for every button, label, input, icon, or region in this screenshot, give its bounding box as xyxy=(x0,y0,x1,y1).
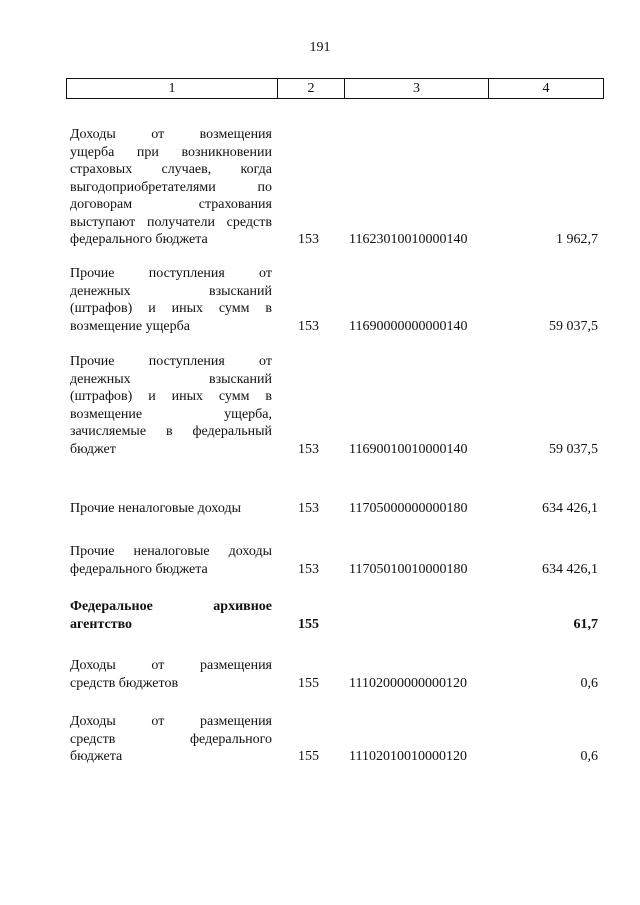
row-description xyxy=(70,598,272,633)
row-amount: 634 426,1 xyxy=(542,501,598,516)
row-chapter: 155 xyxy=(298,675,319,691)
description-line: Федеральное архивное xyxy=(70,599,272,614)
description-line: денежных взысканий xyxy=(70,283,272,299)
row-chapter: 153 xyxy=(298,318,319,334)
row-code: 11705000000000180 xyxy=(349,501,468,516)
description-line: Доходы от размещения xyxy=(70,714,272,729)
row-chapter: 155 xyxy=(298,616,319,632)
description-line: федерального бюджета xyxy=(70,561,208,577)
description-line: средств федерального xyxy=(70,731,272,747)
description-line: Доходы от возмещения xyxy=(70,127,272,142)
header-col-4: 4 xyxy=(542,81,550,96)
row-code: 11102010010000120 xyxy=(349,749,467,764)
row-description xyxy=(70,265,272,335)
row-chapter: 153 xyxy=(298,441,319,457)
row-description xyxy=(70,713,272,766)
description-line: выступают получатели средств xyxy=(70,214,272,230)
row-amount: 0,6 xyxy=(580,675,598,691)
row-chapter: 155 xyxy=(298,749,319,764)
row-description xyxy=(70,353,272,458)
row-code: 11102000000000120 xyxy=(349,675,467,691)
row-chapter: 153 xyxy=(298,561,319,577)
description-line: возмещение ущерба xyxy=(70,318,190,334)
description-line: федерального бюджета xyxy=(70,232,208,247)
row-amount: 634 426,1 xyxy=(542,561,598,577)
row-description xyxy=(70,543,272,578)
row-chapter: 153 xyxy=(298,501,319,516)
row-amount: 59 037,5 xyxy=(549,441,598,457)
description-line: выгодоприобретателями по xyxy=(70,179,272,195)
row-chapter: 153 xyxy=(298,232,319,247)
description-line: договорам страхования xyxy=(70,197,272,212)
header-col-2: 2 xyxy=(278,79,345,98)
row-code: 11705010010000180 xyxy=(349,561,468,577)
row-code: 11690010010000140 xyxy=(349,441,468,457)
header-col-3: 3 xyxy=(345,79,489,98)
header-col-1: 1 xyxy=(67,79,278,98)
description-line: Прочие поступления от xyxy=(70,266,272,281)
row-amount: 61,7 xyxy=(573,616,598,632)
row-description xyxy=(70,657,272,692)
description-line: (штрафов) и иных сумм в xyxy=(70,301,272,316)
row-amount: 59 037,5 xyxy=(549,318,598,334)
description-line: агентство xyxy=(70,616,133,632)
table-header xyxy=(66,78,604,99)
row-description xyxy=(70,126,272,249)
description-line: бюджет xyxy=(70,441,116,457)
description-line: возмещение ущерба, xyxy=(70,406,272,422)
description-line: Доходы от размещения xyxy=(70,658,272,673)
description-line: Прочие неналоговые доходы xyxy=(70,501,242,516)
description-line: зачисляемые в федеральный xyxy=(70,424,272,439)
description-line: (штрафов) и иных сумм в xyxy=(70,389,272,404)
page-number: 191 xyxy=(309,40,331,55)
row-amount: 0,6 xyxy=(580,749,598,764)
row-amount: 1 962,7 xyxy=(556,232,598,247)
description-line: денежных взысканий xyxy=(70,371,272,387)
description-line: Прочие неналоговые доходы xyxy=(70,544,272,559)
row-code: 11623010010000140 xyxy=(349,232,468,247)
row-description xyxy=(70,500,272,518)
description-line: ущерба при возникновении xyxy=(70,144,272,160)
description-line: бюджета xyxy=(70,749,123,764)
description-line: Прочие поступления от xyxy=(70,354,272,369)
description-line: средств бюджетов xyxy=(70,675,179,691)
description-line: страховых случаев, когда xyxy=(70,162,272,177)
row-code: 11690000000000140 xyxy=(349,318,468,334)
